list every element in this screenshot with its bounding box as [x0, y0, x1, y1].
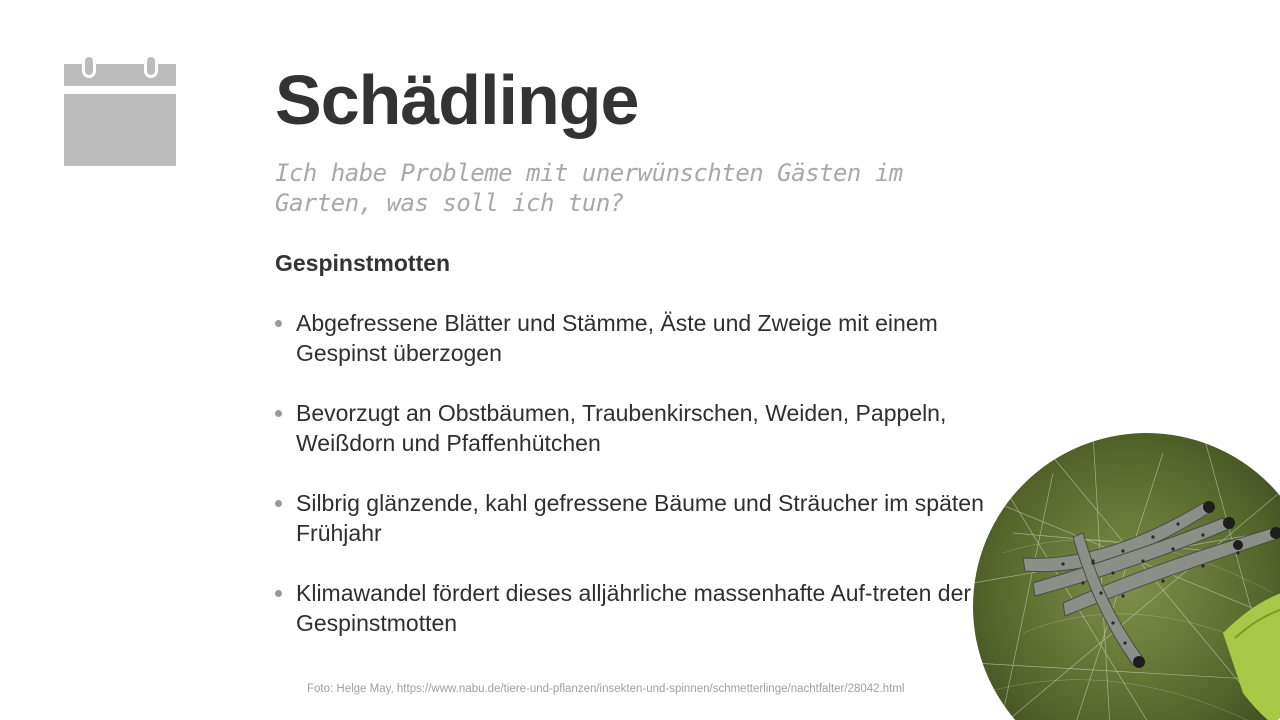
bullet-item	[275, 398, 1016, 458]
photo-caption: Foto: Helge May, https://www.nabu.de/tiere-und-pflanzen/insekten-und-spinnen/schmetterlinge/nachtfalter/28042.html	[307, 683, 905, 695]
bullet-text: Klimawandel fördert dieses alljährliche massenhafte Auf-treten der Gespinstmotten	[296, 580, 972, 636]
bullet-dot-icon	[275, 500, 282, 507]
bullet-item	[275, 488, 1016, 548]
slide-subtitle: Ich habe Probleme mit unerwünschten Gästen im Garten, was soll ich tun?	[275, 159, 903, 217]
bullet-dot-icon	[275, 410, 282, 417]
bullet-item	[275, 578, 1016, 638]
bullet-text: Silbrig glänzende, kahl gefressene Bäume und Sträucher im späten Frühjahr	[296, 490, 984, 546]
bullet-dot-icon	[275, 320, 282, 327]
bullet-text: Bevorzugt an Obstbäumen, Traubenkirschen, Weiden, Pappeln, Weißdorn und Pfaffenhütchen	[296, 400, 947, 456]
section-heading: Gespinstmotten	[275, 250, 451, 276]
bullet-dot-icon	[275, 590, 282, 597]
calendar-icon	[64, 54, 176, 166]
bullet-list	[275, 308, 1035, 638]
slide-content	[275, 58, 1035, 668]
bullet-text: Abgefressene Blätter und Stämme, Äste und Zweige mit einem Gespinst überzogen	[296, 310, 938, 366]
slide-title: Schädlinge	[275, 61, 639, 139]
bullet-item	[275, 308, 1016, 368]
